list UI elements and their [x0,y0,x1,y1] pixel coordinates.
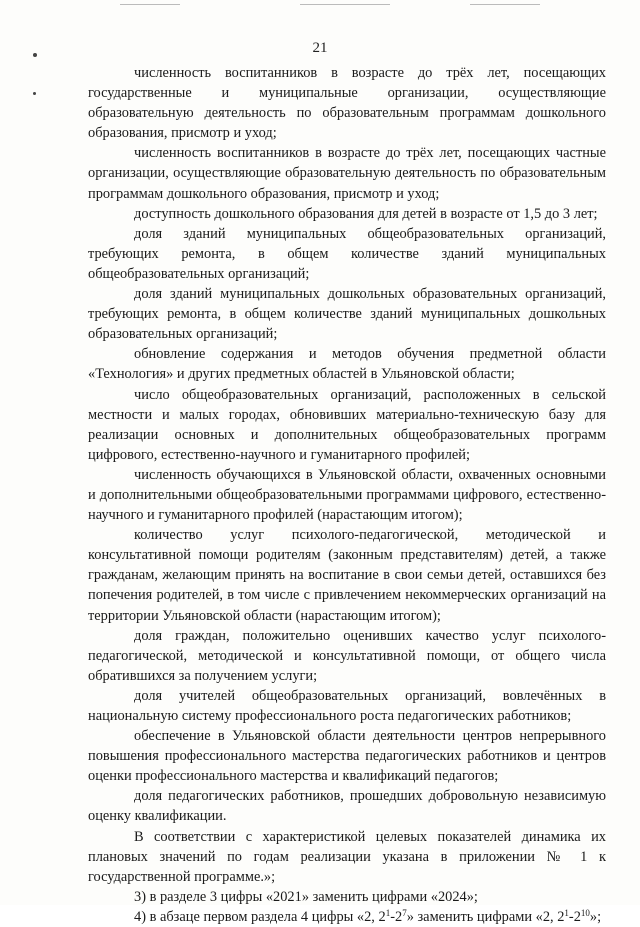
scan-artifact [120,4,180,5]
paragraph: число общеобразовательных организаций, расположенных в сельской местности и малых городах, обновивших материально-техническую базу для реализации основных и дополнительных общеобразовательных программ цифрового, естественно-научного и гуманитарного профилей; [88,386,606,463]
paragraph: доля зданий муниципальных дошкольных образовательных организаций, требующих ремонта, в общем количестве зданий муниципальных дошкольных образовательных организаций; [88,286,606,343]
superscript: 7 [402,907,407,918]
scan-dot [33,92,36,95]
paragraph: количество услуг психолого-педагогической, методической и консультативной помощи родителям (законным представителям) детей, а также гражданам, желающим принять на воспитание в свои семьи детей, оставшихся без попечения родителей, в том числе с привлечением некоммерческих организаций на территории Ульяновской области (нарастающим итогом); [88,527,606,624]
text-fragment: 4) в абзаце первом раздела 4 цифры «2, 2 [134,908,386,925]
superscript: 10 [580,907,590,918]
scan-artifact [300,4,390,5]
superscript: 1 [385,907,391,918]
document-body [88,63,606,927]
text-fragment: »; [589,908,602,925]
text-fragment: -2 [568,908,581,925]
scan-artifact [470,4,540,5]
text-fragment: -2 [390,908,403,925]
paragraph: доля педагогических работников, прошедших добровольную независимую оценку квалификации. [88,788,606,825]
paragraph: численность воспитанников в возрасте до трёх лет, посещающих государственные и муниципальные организации, осуществляющие образовательную деятельность по образовательным программам дошкольного образования, присмотр и уход; [88,65,606,142]
paragraph: 3) в разделе 3 цифры «2021» заменить цифрами «2024»; [134,888,478,905]
paragraph: В соответствии с характеристикой целевых показателей динамика их плановых значений по годам реализации указана в приложении № 1 к государственной программе.»; [88,828,606,885]
page-number: 21 [312,40,328,56]
paragraph: обновление содержания и методов обучения предметной области «Технология» и других предметных областей в Ульяновской области; [88,346,606,383]
paragraph: численность воспитанников в возрасте до трёх лет, посещающих частные организации, осуществляющие образовательную деятельность по образовательным программам дошкольного образования, присмотр и уход; [88,145,606,202]
paragraph: численность обучающихся в Ульяновской области, охваченных основными и дополнительными общеобразовательными программами цифрового, естественно-научного и гуманитарного профилей (нарастающим итогом); [88,466,606,524]
paragraph: доля зданий муниципальных общеобразовательных организаций, требующих ремонта, в общем количестве зданий муниципальных общеобразовательных организаций; [88,225,606,282]
paragraph: доля учителей общеобразовательных организаций, вовлечённых в национальную систему профессионального роста педагогических работников; [88,687,606,724]
paragraph: доля граждан, положительно оценивших качество услуг психолого-педагогической, методической и консультативной помощи, от общего числа обратившихся за получением услуги; [88,627,606,684]
paragraph-amendment-4 [88,907,606,927]
paragraph: обеспечение в Ульяновской области деятельности центров непрерывного повышения профессионального мастерства педагогических работников и центров оценки профессионального мастерства и квалификаций педагогов; [88,728,606,785]
text-fragment: » заменить цифрами «2, 2 [406,908,565,925]
superscript: 1 [564,907,569,918]
paragraph: доступность дошкольного образования для детей в возрасте от 1,5 до 3 лет; [134,205,598,222]
